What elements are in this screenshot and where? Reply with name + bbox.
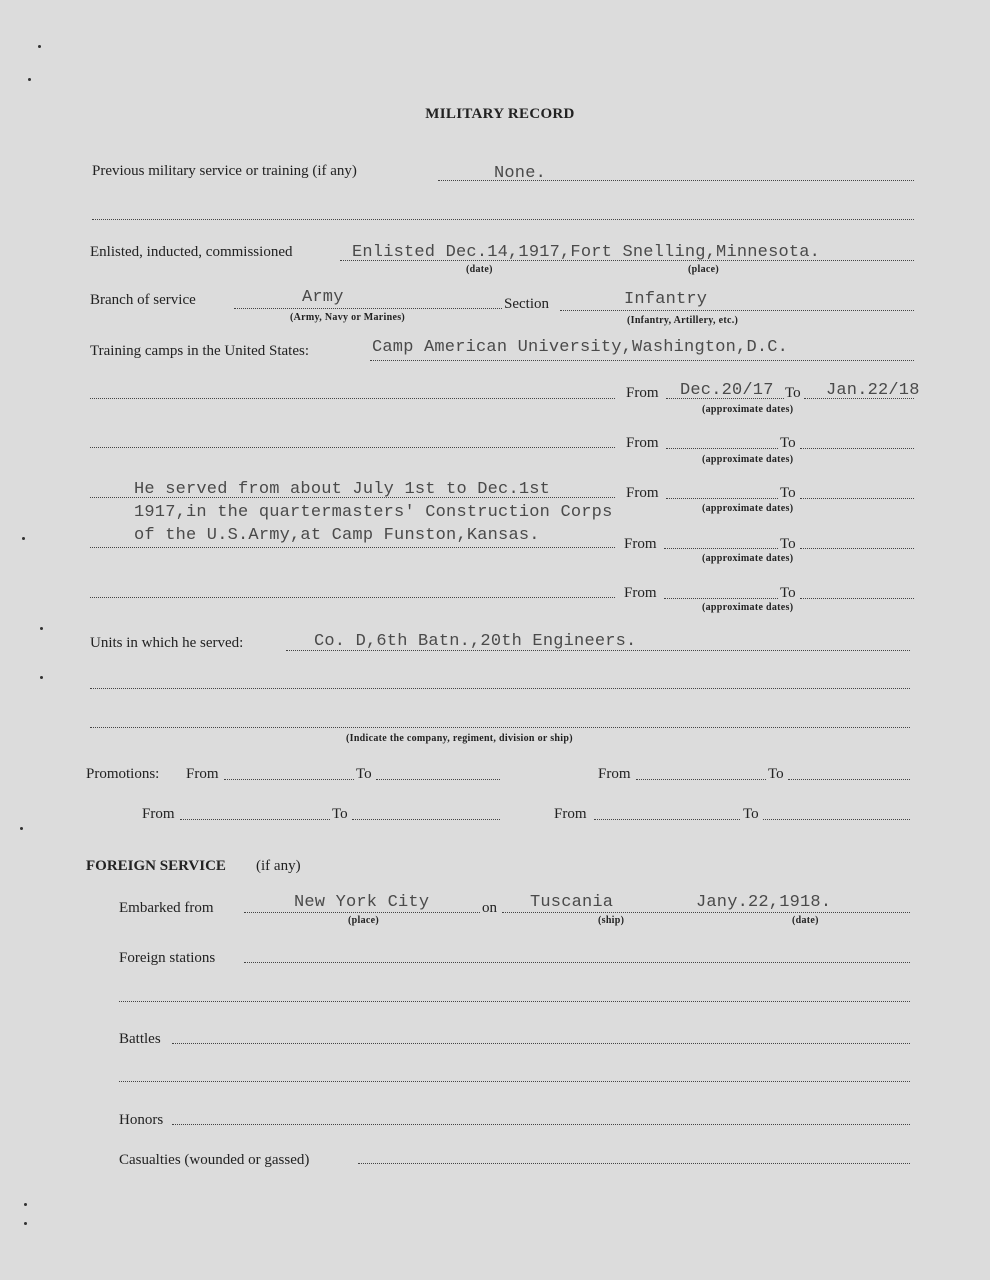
embarked-place-line <box>244 912 480 913</box>
section-label: Section <box>504 296 549 312</box>
units-line-2 <box>90 688 910 689</box>
promotion3-from-line <box>180 819 330 820</box>
battles-label: Battles <box>119 1031 161 1047</box>
promotion3-to-line <box>352 819 500 820</box>
promotion2-from-line <box>636 779 766 780</box>
units-label: Units in which he served: <box>90 635 244 651</box>
foreign-service-heading: FOREIGN SERVICE <box>86 858 226 874</box>
previous-service-value: None. <box>494 164 547 183</box>
training-row3-from-line <box>666 498 778 499</box>
training-row2-to-line <box>800 448 914 449</box>
training-row3-hint: (approximate dates) <box>702 503 794 514</box>
promotion2-from-label: From <box>598 766 631 782</box>
margin-speck <box>20 827 23 830</box>
promotion4-to-line <box>763 819 910 820</box>
training-row4-from-line <box>664 548 778 549</box>
promotion2-to-line <box>788 779 910 780</box>
training-row4-line <box>90 547 615 548</box>
casualties-label: Casualties (wounded or gassed) <box>119 1152 310 1168</box>
embarked-ship-hint: (ship) <box>598 915 625 926</box>
training-row1-to-value: Jan.22/18 <box>826 381 920 400</box>
branch-hint: (Army, Navy or Marines) <box>290 312 406 323</box>
enlisted-place-hint: (place) <box>688 264 719 275</box>
promotions-label: Promotions: <box>86 766 160 782</box>
training-row5-hint: (approximate dates) <box>702 602 794 613</box>
margin-speck <box>22 537 25 540</box>
promotion2-to-label: To <box>768 766 784 782</box>
training-row4-hint: (approximate dates) <box>702 553 794 564</box>
training-row2-from-label: From <box>626 435 659 451</box>
previous-service-label: Previous military service or training (if any) <box>92 163 357 179</box>
training-row1-to-label: To <box>785 385 801 401</box>
margin-speck <box>24 1222 27 1225</box>
margin-speck <box>40 676 43 679</box>
units-hint: (Indicate the company, regiment, division or ship) <box>346 733 573 744</box>
training-row2-from-line <box>666 448 778 449</box>
training-row5-line <box>90 597 615 598</box>
promotion4-to-label: To <box>743 806 759 822</box>
promotion1-to-line <box>376 779 500 780</box>
training-line <box>370 360 914 361</box>
promotion1-from-line <box>224 779 354 780</box>
promotion1-from-label: From <box>186 766 219 782</box>
training-row5-to-line <box>800 598 914 599</box>
section-line <box>560 310 914 311</box>
margin-speck <box>40 627 43 630</box>
training-label: Training camps in the United States: <box>90 343 310 359</box>
enlisted-label: Enlisted, inducted, commissioned <box>90 244 293 260</box>
embarked-date-hint: (date) <box>792 915 819 926</box>
training-row4-to-label: To <box>780 536 796 552</box>
foreign-stations-label: Foreign stations <box>119 950 216 966</box>
promotion3-from-label: From <box>142 806 175 822</box>
promotion4-from-label: From <box>554 806 587 822</box>
training-row3-from-label: From <box>626 485 659 501</box>
training-row4-to-line <box>800 548 914 549</box>
casualties-line <box>358 1163 910 1164</box>
training-row3-to-label: To <box>780 485 796 501</box>
training-row1-hint: (approximate dates) <box>702 404 794 415</box>
foreign-service-heading-suffix: (if any) <box>256 858 301 874</box>
promotion3-to-label: To <box>332 806 348 822</box>
units-line-3 <box>90 727 910 728</box>
section-hint: (Infantry, Artillery, etc.) <box>627 315 739 326</box>
branch-value: Army <box>302 288 344 307</box>
training-row2-hint: (approximate dates) <box>702 454 794 465</box>
training-row1-line <box>90 398 615 399</box>
embarked-on-label: on <box>482 900 497 916</box>
training-row4-from-label: From <box>624 536 657 552</box>
battles-line <box>172 1043 910 1044</box>
embarked-ship-value: Tuscania <box>530 893 614 912</box>
battles-line-2 <box>119 1081 910 1082</box>
embarked-place-hint: (place) <box>348 915 379 926</box>
training-row1-from-value: Dec.20/17 <box>680 381 774 400</box>
training-note-line-1: He served from about July 1st to Dec.1st <box>134 480 551 499</box>
margin-speck <box>38 45 41 48</box>
enlisted-date-hint: (date) <box>466 264 493 275</box>
training-row5-to-label: To <box>780 585 796 601</box>
foreign-stations-line-2 <box>119 1001 910 1002</box>
enlisted-value: Enlisted Dec.14,1917,Fort Snelling,Minnesota. <box>352 243 821 262</box>
branch-label: Branch of service <box>90 292 196 308</box>
promotion1-to-label: To <box>356 766 372 782</box>
training-row2-line <box>90 447 615 448</box>
training-note-line-3: of the U.S.Army,at Camp Funston,Kansas. <box>134 526 540 545</box>
margin-speck <box>24 1203 27 1206</box>
units-value: Co. D,6th Batn.,20th Engineers. <box>314 632 637 651</box>
honors-line <box>172 1124 910 1125</box>
training-note-line-2: 1917,in the quartermasters' Construction Corps <box>134 503 613 522</box>
training-row2-to-label: To <box>780 435 796 451</box>
training-row5-from-line <box>664 598 778 599</box>
foreign-stations-line <box>244 962 910 963</box>
training-row1-from-label: From <box>626 385 659 401</box>
promotion4-from-line <box>594 819 740 820</box>
embarked-date-value: Jany.22,1918. <box>696 893 832 912</box>
previous-service-line-2 <box>92 219 914 220</box>
embarked-ship-line <box>502 912 910 913</box>
training-row5-from-label: From <box>624 585 657 601</box>
form-title: MILITARY RECORD <box>425 106 575 122</box>
training-value: Camp American University,Washington,D.C. <box>372 338 789 357</box>
margin-speck <box>28 78 31 81</box>
embarked-place-value: New York City <box>294 893 430 912</box>
training-row3-to-line <box>800 498 914 499</box>
branch-line <box>234 308 502 309</box>
embarked-label: Embarked from <box>119 900 214 916</box>
honors-label: Honors <box>119 1112 164 1128</box>
section-value: Infantry <box>624 290 708 309</box>
